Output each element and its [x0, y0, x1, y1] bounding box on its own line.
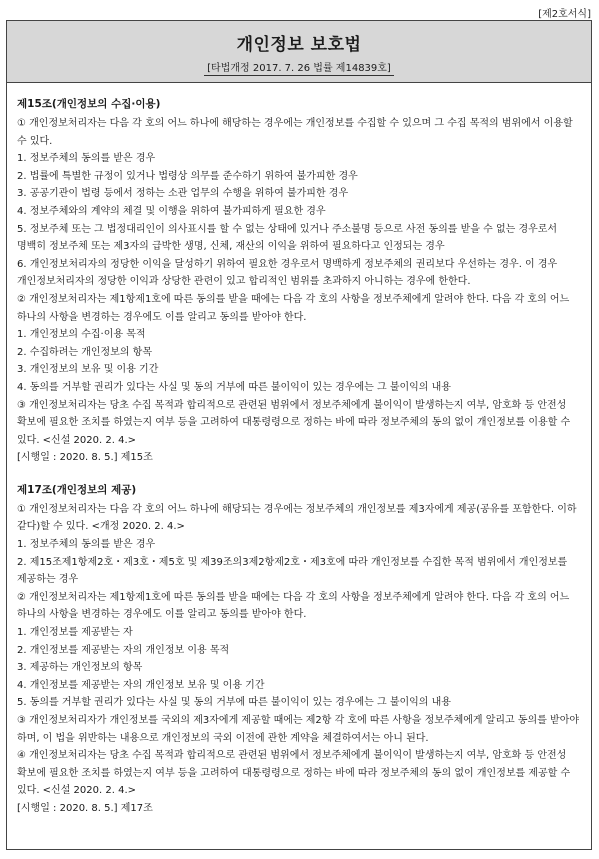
- effective-date: [시행일 : 2020. 8. 5.] 제17조: [17, 802, 153, 814]
- list-item: 1. 개인정보를 제공받는 자: [17, 627, 133, 639]
- list-item: 4. 정보주체와의 계약의 체결 및 이행을 위하여 불가피하게 필요한 경우: [17, 205, 326, 217]
- list-item: 4. 개인정보를 제공받는 자의 개인정보 보유 및 이용 기간: [17, 679, 265, 691]
- effective-date: [시행일 : 2020. 8. 5.] 제15조: [17, 452, 153, 464]
- paragraph: ④ 개인정보처리자는 당초 수집 목적과 합리적으로 관련된 범위에서 정보주체에게 불이익이 발생하는지 여부, 암호화 등 안전성 확보에 필요한 조치를 하였는지 여부 등을 고려하여 대통령령으로 정하는 바에 따라 정보주체의 동의 없이 개인정보를 제공할 수 있다. <신설 2020. 2. 4.>: [17, 750, 571, 797]
- list-item: 5. 동의를 거부할 권리가 있다는 사실 및 동의 거부에 따른 불이익이 있는 경우에는 그 불이익의 내용: [17, 697, 451, 709]
- paragraph: ② 개인정보처리자는 제1항제1호에 따른 동의를 받을 때에는 다음 각 호의 사항을 정보주체에게 알려야 한다. 다음 각 호의 어느 하나의 사항을 변경하는 경우에도 이를 알리고 동의를 받아야 한다.: [17, 293, 570, 323]
- article-title: 제17조(개인정보의 제공): [17, 483, 137, 496]
- list-item: 2. 법률에 특별한 규정이 있거나 법령상 의무를 준수하기 위하여 불가피한 경우: [17, 170, 358, 182]
- document-body: [7, 83, 591, 818]
- paragraph: ③ 개인정보처리자가 개인정보를 국외의 제3자에게 제공할 때에는 제2항 각 호에 따른 사항을 정보주체에게 알리고 동의를 받아야 하며, 이 법을 위반하는 내용으로 개인정보의 국외 이전에 관한 계약을 체결하여서는 아니 된다.: [17, 715, 580, 744]
- list-item: 2. 제15조제1항제2호・제3호・제5호 및 제39조의3제2항제2호・제3호에 따라 개인정보를 수집한 목적 범위에서 개인정보를 제공하는 경우: [17, 556, 568, 586]
- list-item: 2. 개인정보를 제공받는 자의 개인정보 이용 목적: [17, 644, 230, 656]
- list-item: 2. 수집하려는 개인정보의 항목: [17, 346, 152, 358]
- list-item: 4. 동의를 거부할 권리가 있다는 사실 및 동의 거부에 따른 불이익이 있는 경우에는 그 불이익의 내용: [17, 381, 451, 393]
- list-item: 1. 정보주체의 동의를 받은 경우: [17, 539, 156, 551]
- list-item: 1. 개인정보의 수집·이용 목적: [17, 329, 146, 341]
- paragraph: ① 개인정보처리자는 다음 각 호의 어느 하나에 해당하는 경우에는 개인정보를 수집할 수 있으며 그 수집 목적의 범위에서 이용할 수 있다.: [17, 118, 573, 147]
- list-item: 1. 정보주체의 동의를 받은 경우: [17, 153, 156, 165]
- paragraph: ① 개인정보처리자는 다음 각 호의 어느 하나에 해당되는 경우에는 정보주체의 개인정보를 제3자에게 제공(공유를 포함한다. 이하 같다)할 수 있다. <개정 2020. 2. 4.>: [17, 503, 577, 533]
- list-item: 6. 개인정보처리자의 정당한 이익을 달성하기 위하여 필요한 경우로서 명백하게 정보주체의 권리보다 우선하는 경우. 이 경우 개인정보처리자의 정당한 이익과 상당한 관련이 있고 합리적인 범위를 초과하지 아니하는 경우에 한한다.: [17, 258, 558, 288]
- document-frame: [6, 20, 592, 850]
- list-item: 5. 정보주체 또는 그 법정대리인이 의사표시를 할 수 없는 상태에 있거나 주소불명 등으로 사전 동의를 받을 수 없는 경우로서 명백히 정보주체 또는 제3자의 급박한 생명, 신체, 재산의 이익을 위하여 필요하다고 인정되는 경우: [17, 223, 558, 253]
- document-header: [7, 21, 591, 83]
- law-title: 개인정보 보호법: [236, 35, 362, 55]
- article-17: [17, 481, 581, 818]
- article-15: [17, 95, 581, 467]
- paragraph: ③ 개인정보처리자는 당초 수집 목적과 합리적으로 관련된 범위에서 정보주체에게 불이익이 발생하는지 여부, 암호화 등 안전성 확보에 필요한 조치를 하였는지 여부 등을 고려하여 대통령령으로 정하는 바에 따라 정보주체의 동의 없이 개인정보를 이용할 수 있다. <신설 2020. 2. 4.>: [17, 399, 571, 446]
- form-number-tag: [제2호서식]: [538, 9, 591, 20]
- article-title: 제15조(개인정보의 수집·이용): [17, 98, 161, 110]
- list-item: 3. 개인정보의 보유 및 이용 기간: [17, 364, 159, 376]
- amendment-info: [타법개정 2017. 7. 26 법률 제14839호]: [204, 59, 394, 76]
- paragraph: ② 개인정보처리자는 제1항제1호에 따른 동의를 받을 때에는 다음 각 호의 사항을 정보주체에게 알려야 한다. 다음 각 호의 어느 하나의 사항을 변경하는 경우에도 이를 알리고 동의를 받아야 한다.: [17, 591, 570, 621]
- list-item: 3. 공공기관이 법령 등에서 정하는 소관 업무의 수행을 위하여 불가피한 경우: [17, 188, 349, 200]
- list-item: 3. 제공하는 개인정보의 항목: [17, 662, 143, 674]
